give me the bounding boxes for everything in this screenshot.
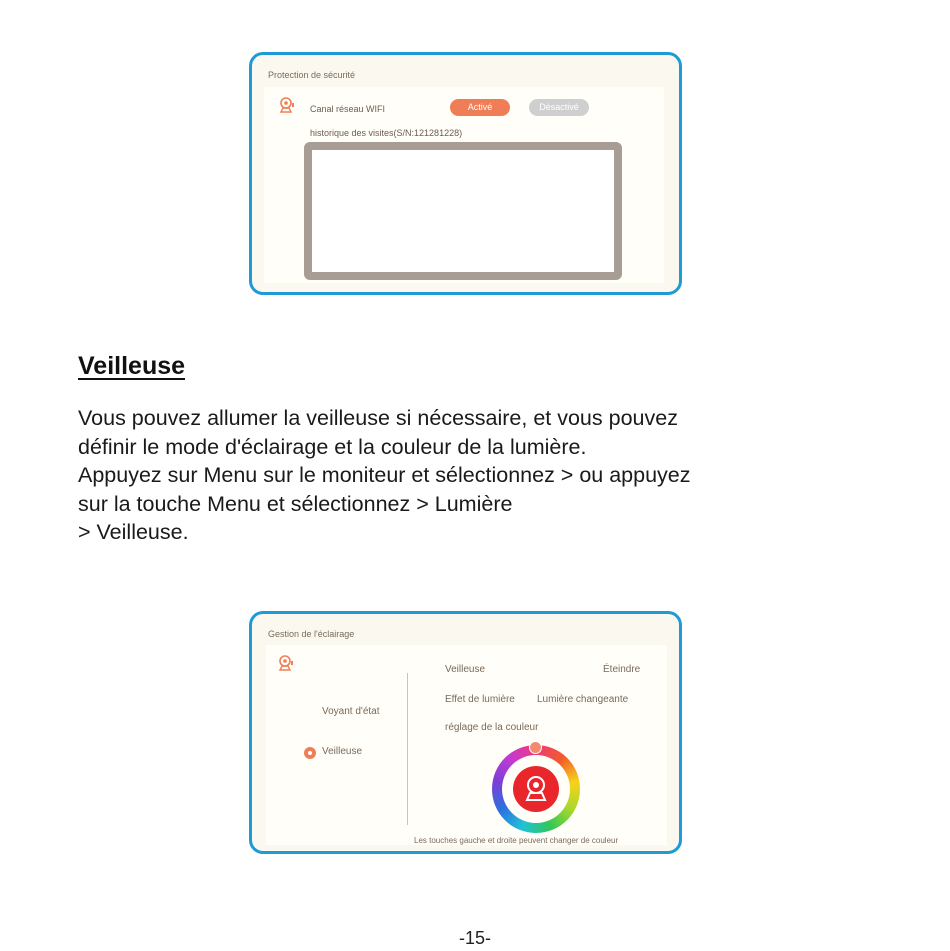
screen-title: Protection de sécurité <box>268 70 356 80</box>
paragraph-line: Vous pouvez allumer la veilleuse si nécessaire, et vous pouvez <box>78 406 678 430</box>
color-wheel-handle[interactable] <box>529 741 542 754</box>
page-number: -15- <box>458 928 491 948</box>
visit-history-label: historique des visites(S/N:121281228) <box>310 128 463 138</box>
night-light-value[interactable]: Éteindre <box>603 664 641 675</box>
paragraph-line: sur la touche Menu et sélectionnez > Lumière <box>78 491 513 516</box>
security-panel <box>264 87 664 283</box>
screen-title: Gestion de l'éclairage <box>268 629 355 639</box>
camera-icon <box>279 97 295 113</box>
light-effect-label: Effet de lumière <box>445 694 515 705</box>
color-wheel-inner <box>502 755 570 823</box>
menu-item-night-light[interactable]: Veilleuse <box>322 746 363 757</box>
light-effect-value[interactable]: Lumière changeante <box>537 694 629 705</box>
paragraph-line: > Veilleuse. <box>78 520 189 544</box>
activate-button[interactable]: Activé <box>450 99 510 116</box>
color-hint: Les touches gauche et droite peuvent changer de couleur <box>414 836 619 845</box>
section-paragraph <box>78 404 868 547</box>
visit-history-list[interactable] <box>304 142 622 280</box>
radio-selected-icon <box>304 747 316 759</box>
color-preview <box>513 766 559 812</box>
paragraph-line: définir le mode d'éclairage et la couleur de la lumière. <box>78 434 587 459</box>
paragraph-line: Appuyez sur Menu sur le moniteur et sélectionnez > ou appuyez <box>78 463 691 487</box>
color-wheel[interactable] <box>492 745 580 833</box>
deactivate-button[interactable]: Désactivé <box>529 99 589 116</box>
menu-item-status-light[interactable]: Voyant d'état <box>322 706 380 717</box>
divider <box>407 673 408 825</box>
camera-icon <box>513 766 559 812</box>
night-light-label: Veilleuse <box>445 664 486 675</box>
section-heading: Veilleuse <box>78 352 186 380</box>
lighting-management-screen <box>249 611 682 854</box>
security-protection-screen <box>249 52 682 295</box>
camera-icon <box>278 655 294 671</box>
color-setting-label: réglage de la couleur <box>445 722 539 733</box>
lighting-panel <box>266 645 667 845</box>
wifi-channel-label: Canal réseau WIFI <box>310 104 386 114</box>
